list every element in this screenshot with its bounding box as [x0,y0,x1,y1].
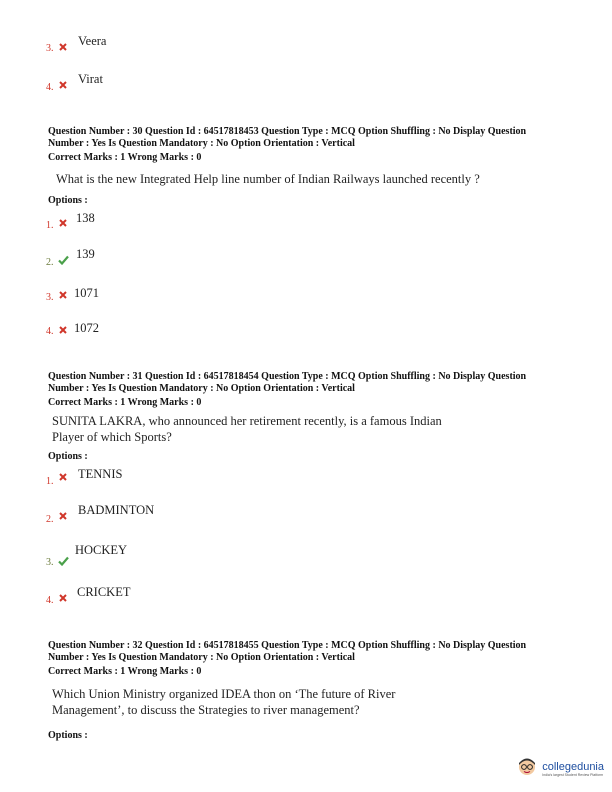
option-number: 3. [46,292,54,303]
option-number: 4. [46,326,54,337]
question-meta-line: Question Number : 32 Question Id : 64517818455 Question Type : MCQ Option Shuffling : No Display Question [48,640,527,651]
question-text-line: SUNITA LAKRA, who announced her retirement recently, is a famous Indian [52,414,442,428]
option-number: 2. [46,514,54,525]
question-text: What is the new Integrated Help line number of Indian Railways launched recently ? [56,172,480,186]
option-row [46,247,246,269]
cross-icon [59,473,70,481]
cross-icon [59,291,70,299]
question-marks: Correct Marks : 1 Wrong Marks : 0 [48,397,202,408]
cross-icon [59,81,70,89]
option-text: Veera [78,34,107,48]
option-number: 3. [46,557,54,568]
question-marks: Correct Marks : 1 Wrong Marks : 0 [48,666,202,677]
option-row [46,211,246,233]
option-text: Virat [78,72,103,86]
option-number: 1. [46,220,54,231]
option-number: 4. [46,595,54,606]
logo-name: collegedunia [542,760,604,773]
cross-icon [59,594,70,602]
question-meta-line: Number : Yes Is Question Mandatory : No Option Orientation : Vertical [48,652,355,663]
option-text: 139 [76,247,95,261]
cross-icon [59,512,70,520]
option-text: 138 [76,211,95,225]
option-row [46,286,246,308]
checkmark-icon [58,255,69,265]
question-text-line: Which Union Ministry organized IDEA thon on ‘The future of River [52,687,396,701]
option-text: HOCKEY [75,543,128,557]
option-text: 1072 [74,321,99,335]
option-number: 1. [46,476,54,487]
cross-icon [59,43,70,51]
option-text: BADMINTON [78,503,155,517]
logo-text [542,761,604,777]
student-avatar-icon [516,755,538,782]
option-row [46,467,246,489]
question-meta-line: Number : Yes Is Question Mandatory : No Option Orientation : Vertical [48,138,355,149]
logo-tagline: India's largest Student Review Platform [542,772,604,777]
question-meta-line: Number : Yes Is Question Mandatory : No Option Orientation : Vertical [48,383,355,394]
cross-icon [59,326,70,334]
option-text: CRICKET [77,585,131,599]
options-label: Options : [48,730,88,741]
question-meta-line: Question Number : 30 Question Id : 64517818453 Question Type : MCQ Option Shuffling : No Display Question [48,126,527,137]
option-row [46,543,246,569]
option-row [46,34,246,56]
option-text: 1071 [74,286,99,300]
option-number: 4. [46,82,54,93]
option-row [46,503,246,525]
cross-icon [59,219,70,227]
option-row [46,72,246,94]
options-label: Options : [48,451,88,462]
question-text-line: Player of which Sports? [52,430,172,444]
options-label: Options : [48,195,88,206]
option-text: TENNIS [78,467,123,481]
option-row [46,585,246,607]
question-marks: Correct Marks : 1 Wrong Marks : 0 [48,152,202,163]
question-text-line: Management’, to discuss the Strategies to river management? [52,703,360,717]
checkmark-icon [58,556,69,566]
collegedunia-logo [516,755,604,782]
option-number: 3. [46,43,54,54]
option-row [46,321,246,343]
question-meta-line: Question Number : 31 Question Id : 64517818454 Question Type : MCQ Option Shuffling : No Display Question [48,371,527,382]
option-number: 2. [46,257,54,268]
